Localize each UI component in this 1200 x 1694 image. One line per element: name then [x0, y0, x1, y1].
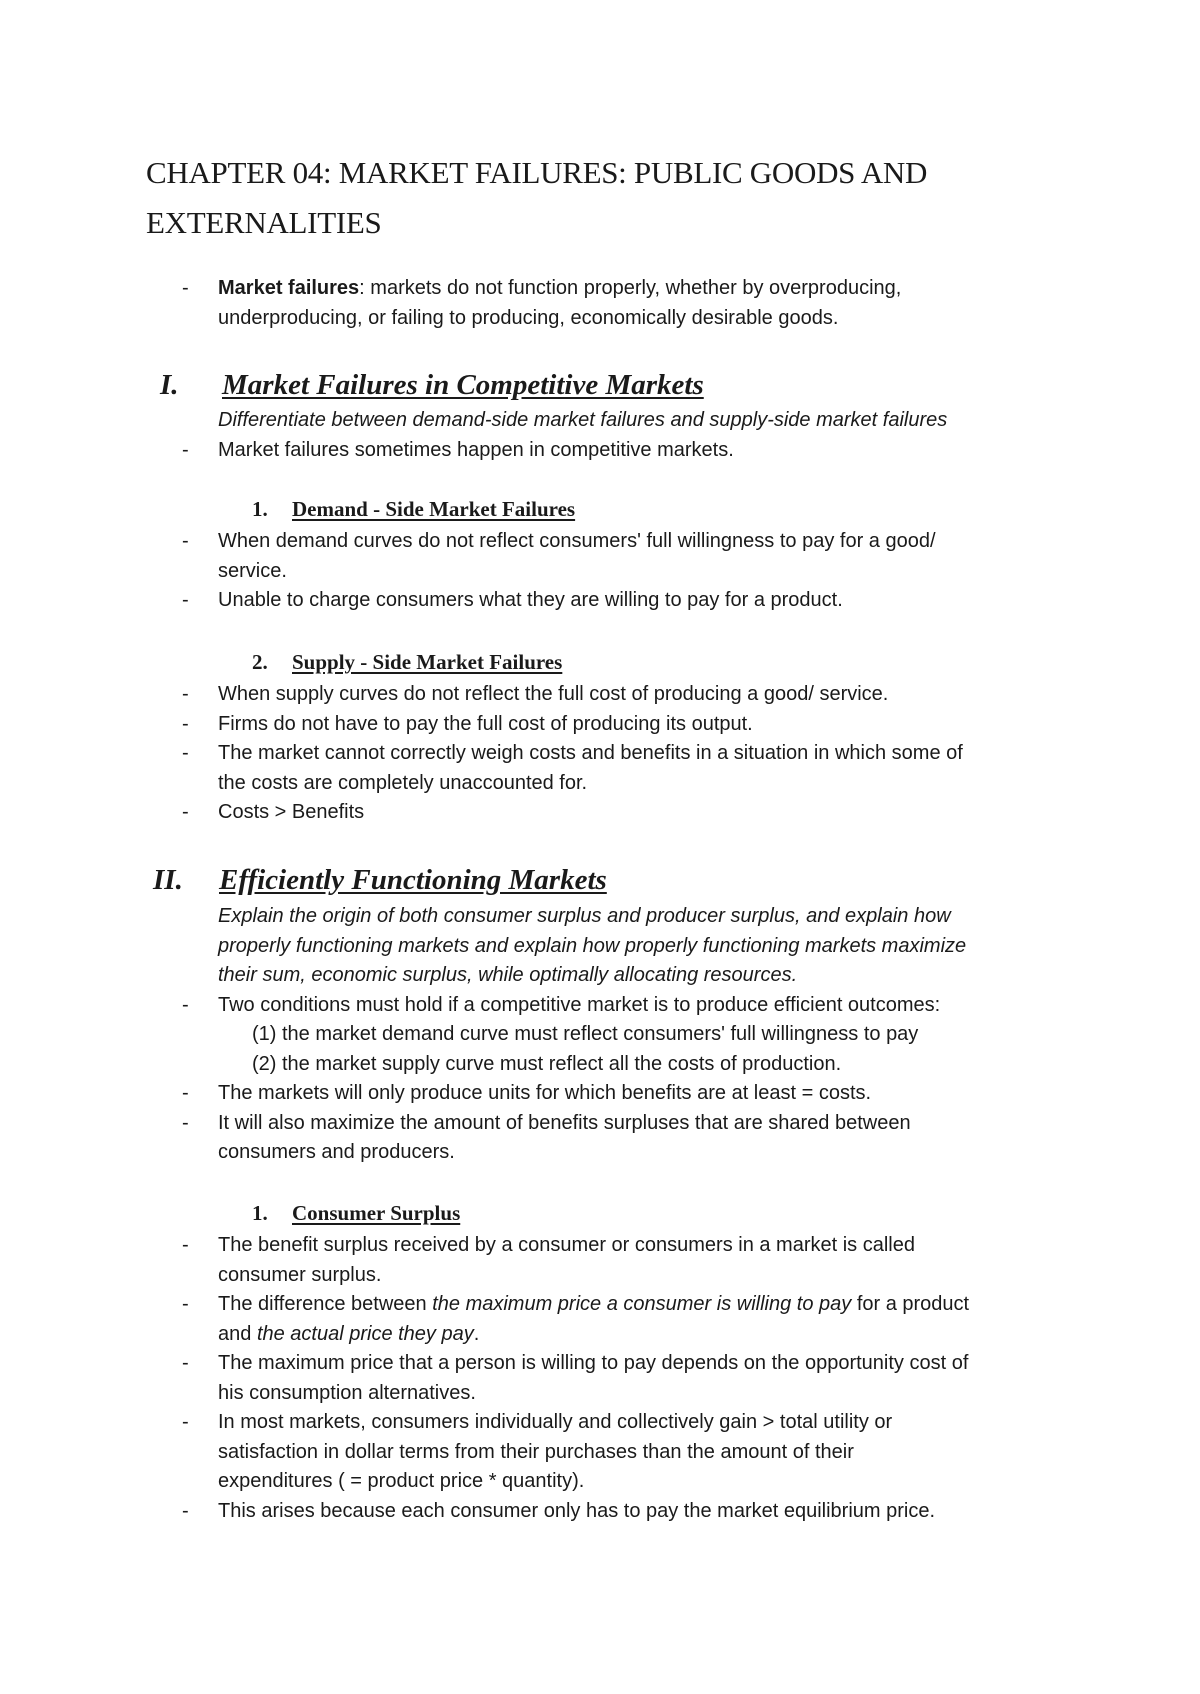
- section-2-numeral: II.: [153, 864, 183, 896]
- intro-line-2: underproducing, or failing to producing, economically desirable goods.: [218, 306, 839, 329]
- intro-definition: : markets do not function properly, whether by overproducing,: [359, 277, 902, 299]
- condition-1: (1) the market demand curve must reflect consumers' full willingness to pay: [252, 1023, 919, 1045]
- section-2-bullet-3: It will also maximize the amount of benefits surpluses that are shared between: [218, 1111, 911, 1134]
- cs-bullet-2: The difference between the maximum price a consumer is willing to pay for a product: [218, 1293, 970, 1315]
- section-2-title: Efficiently Functioning Markets: [219, 864, 607, 896]
- section-1-body: Differentiate between demand-side market failures and supply-side market failures - Market failures sometimes happen in competitive markets.: [0, 406, 1200, 465]
- chapter-title-line-2: EXTERNALITIES: [146, 205, 382, 240]
- demand-bullet-2: Unable to charge consumers what they are willing to pay for a product.: [218, 589, 843, 611]
- supply-bullet-4: Costs > Benefits: [218, 801, 365, 823]
- section-1-title: Market Failures in Competitive Markets: [222, 369, 704, 401]
- section-2-objective: Explain the origin of both consumer surplus and producer surplus, and explain how: [218, 905, 951, 927]
- chapter-title-line-1: CHAPTER 04: MARKET FAILURES: PUBLIC GOODS AND: [146, 155, 928, 190]
- section-2-body: Explain the origin of both consumer surplus and producer surplus, and explain how properly functioning markets and explain how properly functioning markets maximize their sum, economic surplus, while optimally allocating resources. - Two conditions must hold if a competitive market is to produce efficient outcomes: (1) the market demand curve must reflect consumers' full willingness to pay (2) the market supply curve must reflect all the costs of production. - The markets will only produce units for which benefits are at least = costs. - It will also maximize the amount of benefits surpluses that are shared between consumers and producers.: [0, 902, 1200, 1168]
- subsection-supply-title: Supply - Side Market Failures: [292, 650, 563, 674]
- cs-bullet-4: In most markets, consumers individually and collectively gain > total utility or: [218, 1411, 893, 1433]
- cs-bullet-3: The maximum price that a person is willing to pay depends on the opportunity cost of: [218, 1352, 969, 1374]
- subsection-demand-title: Demand - Side Market Failures: [292, 497, 576, 521]
- section-1-objective: Differentiate between demand-side market failures and supply-side market failures: [218, 409, 948, 431]
- subsection-consumer-surplus-title: Consumer Surplus: [292, 1201, 461, 1225]
- section-1-bullet-1: Market failures sometimes happen in competitive markets.: [218, 438, 734, 461]
- intro-bullet: [0, 274, 1200, 333]
- chapter-title: [146, 148, 1106, 248]
- supply-bullet-2: Firms do not have to pay the full cost of producing its output.: [218, 712, 753, 735]
- cs-bullet-5: This arises because each consumer only has to pay the market equilibrium price.: [218, 1499, 936, 1522]
- term-market-failures: Market failures: [218, 277, 360, 299]
- section-2-bullet-2: The markets will only produce units for which benefits are at least = costs.: [218, 1082, 872, 1104]
- demand-bullet-1: When demand curves do not reflect consumers' full willingness to pay for a good/: [218, 530, 936, 552]
- cs-bullet-1: The benefit surplus received by a consumer or consumers in a market is called: [218, 1234, 915, 1256]
- section-1-numeral: I.: [160, 369, 179, 401]
- document-page: CHAPTER 04: MARKET FAILURES: PUBLIC GOODS AND EXTERNALITIES - Market failures: markets do not function properly, whether by overproducing, underproducing, or failing to producing, economically desirable goods. I. Market Failures in Competitive Markets Differentiate between demand-side market failures and supply-side market failures - Market failures sometimes happen in competitive markets. 1. Demand - Side Market Failures - When demand curves do not reflect consumers' full willingness to pay for a good/ service. - Unable to charge consumers what they are willing to pay for a product. 2. Supply - Side Market Failures - When supply curves do not reflect the full cost of producing a good/ service. - Firms do not have to pay the full cost of producing its output. - The market cannot correctly weigh costs and benefits in a situation in which some of the costs are completely unaccounted for. - Costs > Benefits II. Efficiently Functioning Markets Explain the origin of both consumer surplus and producer surplus, and explain how properly functioning markets and explain how properly functioning markets maximize their sum, economic surplus, while optimally allocating resources. - Two conditions must hold if a competitive market is to produce efficient outcomes: (1) the market demand curve must reflect consumers' full willingness to pay (2) the market supply curve must reflect all the costs of production. - The markets will only produce units for which benefits are at least = costs. - It will also maximize the amount of benefits surpluses that are shared between consumers and producers. 1. Consumer Surplus - The benefit surplus received by a consumer or consumers in a market is called consumer surplus. - The difference between the maximum price a consumer is willing to pay for a product and the actual price they pay. - The maximum price that a person is willing to pay depends on the opportunity cost of his consumption alternatives. - In most markets, consumers individually and collectively gain > total utility or satisfaction in dollar terms from their purchases than the amount of their expenditures ( = product price * quantity). - This arises because each consumer only has to pay the market equilibrium price.: [0, 0, 1200, 1694]
- condition-2: (2) the market supply curve must reflect all the costs of production.: [252, 1052, 842, 1075]
- demand-bullets: - When demand curves do not reflect consumers' full willingness to pay for a good/ service. - Unable to charge consumers what they are willing to pay for a product.: [0, 527, 1200, 616]
- supply-bullet-1: When supply curves do not reflect the full cost of producing a good/ service.: [218, 683, 889, 705]
- section-2-bullet-1: Two conditions must hold if a competitive market is to produce efficient outcomes:: [218, 993, 941, 1016]
- supply-bullets: - When supply curves do not reflect the full cost of producing a good/ service. - Firms do not have to pay the full cost of producing its output. - The market cannot correctly weigh costs and benefits in a situation in which some of the costs are completely unaccounted for. - Costs > Benefits: [0, 680, 1200, 828]
- bullet-dash: -: [182, 277, 189, 299]
- supply-bullet-3: The market cannot correctly weigh costs and benefits in a situation in which some of: [218, 742, 963, 764]
- consumer-surplus-bullets: - The benefit surplus received by a consumer or consumers in a market is called consumer surplus. - The difference between the maximum price a consumer is willing to pay for a product and the actual price they pay. - The maximum price that a person is willing to pay depends on the opportunity cost of his consumption alternatives. - In most markets, consumers individually and collectively gain > total utility or satisfaction in dollar terms from their purchases than the amount of their expenditures ( = product price * quantity). - This arises because each consumer only has to pay the market equilibrium price.: [0, 1231, 1200, 1526]
